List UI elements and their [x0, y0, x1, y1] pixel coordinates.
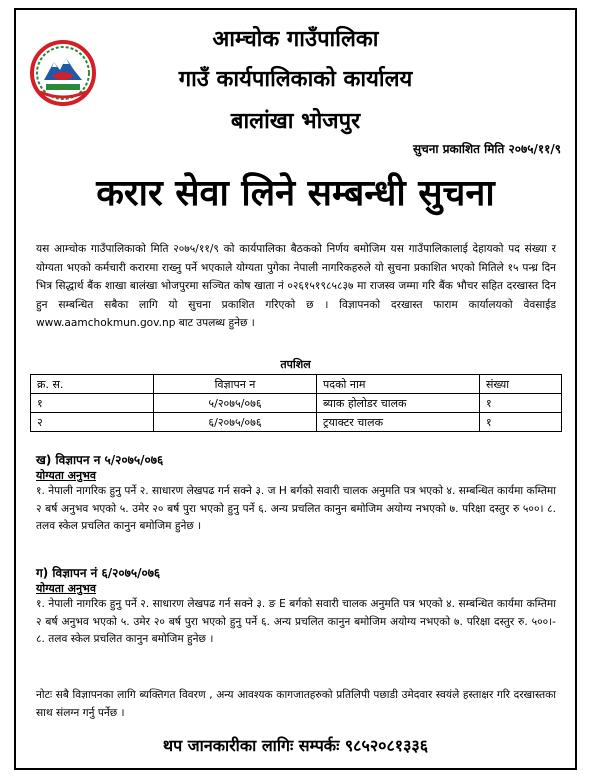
notice-title: करार सेवा लिने सम्बन्धी सुचना: [96, 173, 495, 214]
cell-count: १: [480, 394, 562, 413]
cell-ad-number: ५/२०७५/०७६: [154, 394, 317, 413]
office-name: गाउँ कार्यपालिकाको कार्यालय: [178, 67, 413, 92]
footer-note: नोटः सबै विज्ञापनका लागि ब्यक्तिगत विवरण , अन्य आवश्यक कागजातहरुको प्रतिलिपी पछाडी उमेदवार स्वयंले हस्ताक्षर गरि दरखास्तका साथ संलग्न गर्नु पर्नेछ ।: [36, 689, 556, 719]
ad-section-body: १. नेपाली नागरिक हुनु पर्ने २. साधारण लेखपढ गर्न सक्ने ३. ज H बर्गको सवारी चालक अनुमति पत्र भएको ४. सम्बन्धित कार्यमा कम्तिमा २ बर्ष अनुभव भएको ५. उमेर २० बर्ष पुरा भएको हुनु पर्ने ६. अन्य प्रचलित कानुन बमोजिम अयोग्य नभएको ७. परिक्षा दस्तुर रु ५००। ८. तलव स्केल प्रचलित कानुन बमोजिम हुनेछ ।: [36, 485, 556, 533]
table-row: [31, 394, 562, 413]
cell-serial: १: [31, 394, 154, 413]
col-header-serial: क्र. स.: [31, 375, 154, 394]
ad-section-5: [36, 452, 556, 536]
cell-post-name: ट्रयाक्टर चालक: [317, 413, 480, 432]
col-header-count: संख्या: [480, 375, 562, 394]
cell-post-name: ब्याक होलोडर चालक: [317, 394, 480, 413]
ad-section-6: [36, 565, 556, 649]
ad-section-subtitle: योग्यता अनुभव: [36, 582, 97, 595]
cell-count: १: [480, 413, 562, 432]
municipality-name: आम्चोक गाउँपालिका: [212, 27, 379, 52]
nepal-government-emblem-icon: [30, 40, 96, 106]
table-row: [31, 413, 562, 432]
office-location: बालांखा भोजपुर: [230, 109, 361, 134]
ad-section-title: ख) विज्ञापन न ५/२०७५/०७६: [36, 453, 164, 467]
ad-section-subtitle: योग्यता अनुभव: [36, 469, 97, 482]
table-caption: तपशिल: [280, 358, 311, 371]
publish-date: सुचना प्रकाशित मिति २०७५/११/९: [413, 142, 561, 156]
notice-intro: यस आम्चोक गाउँपालिकाको मिति २०७५/११/९ को कार्यपालिका बैठकको निर्णय बमोजिम यस गाउँपालिकालाई देहायको पद संख्या र योग्यता भएको कर्मचारी करारमा राख्नु पर्ने भएकाले योग्यता पुगेका नेपाली नागरिकहरुले यो सुचना प्रकाशित भएको मितिले १५ पन्ध्र दिन भित्र सिद्धार्थ बैंक शाखा बालंखा भोजपुरमा सञ्चित कोष खाता नं ०२६१५१९८५८३७ मा राजस्व जम्मा गरि बैंक भौचर सहित दरखास्त दिन हुन सम्बन्धित सबैका लागि यो सुचना प्रकाशित गरिएको छ । विज्ञापनको दरखास्त फाराम कार्यालयको वेवसाईड www.aamchokmun.gov.np बाट उपलब्ध हुनेछ ।: [36, 243, 556, 330]
contact-line: थप जानकारीका लागिः सम्पर्कः ९८५२०८१३३६: [162, 736, 429, 755]
col-header-ad-number: विज्ञापन न: [154, 375, 317, 394]
cell-serial: २: [31, 413, 154, 432]
ad-section-body: १. नेपाली नागरिक हुनु पर्ने २. साधारण लेखपढ गर्न सक्ने ३. ङ E बर्गको सवारी चालक अनुमति पत्र भएको ४. सम्बन्धित कार्यमा कम्तिमा २ बर्ष अनुभव भएको ५. उमेर २० बर्ष पुरा भएको हुनु पर्ने ६. अन्य प्रचलित कानुन बमोजिम अयोग्य नभएको ७. परिक्षा दस्तुर रु. ५००।- ८. तलव स्केल प्रचलित कानुन बमोजिम हुनेछ ।: [36, 598, 556, 646]
col-header-post-name: पदको नाम: [317, 375, 480, 394]
ad-section-title: ग) विज्ञापन नं ६/२०७५/०७६: [36, 566, 161, 580]
table-header-row: [31, 375, 562, 394]
cell-ad-number: ६/२०७५/०७६: [154, 413, 317, 432]
vacancy-table: [30, 374, 562, 432]
